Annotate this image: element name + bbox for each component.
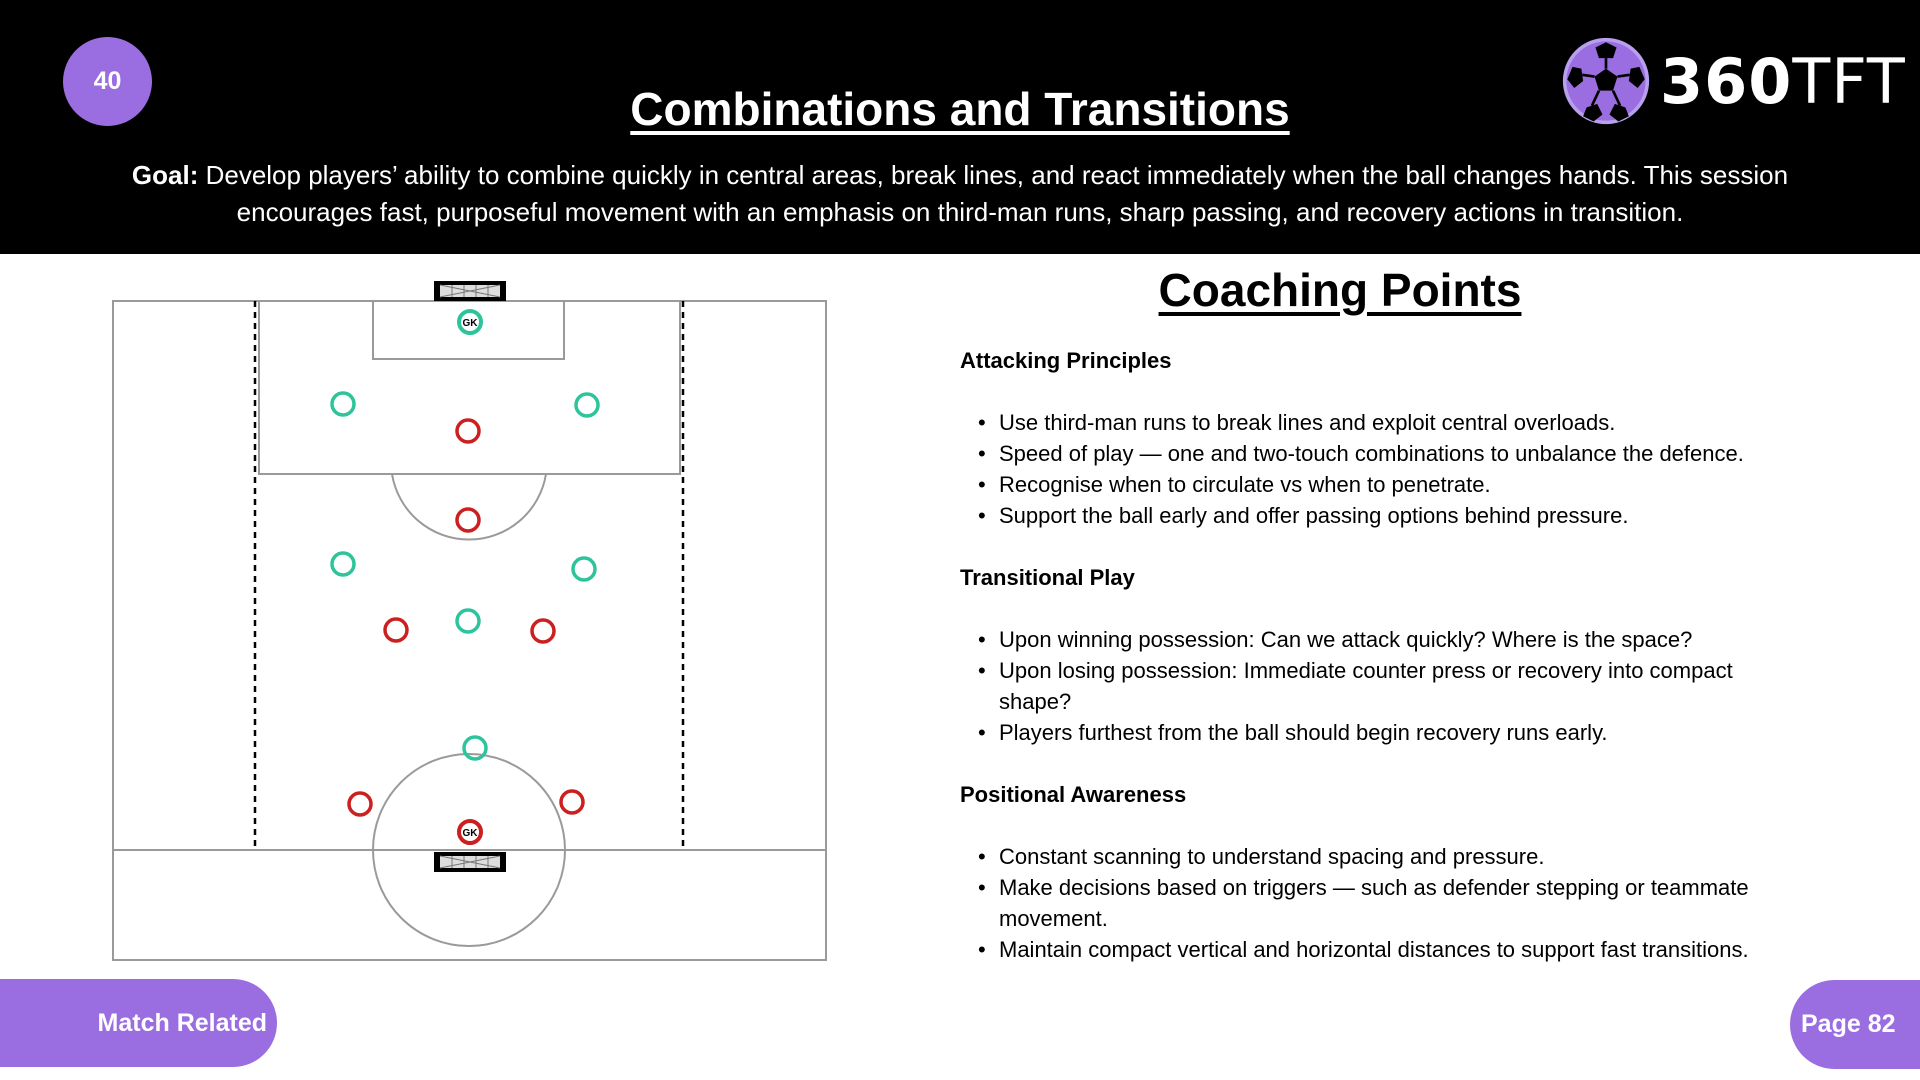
gk-label: GK: [462, 828, 478, 839]
red-player: [457, 509, 479, 531]
list-item: • Use third-man runs to break lines and exploit central overloads.: [999, 407, 1760, 438]
brand-logo: [1562, 37, 1906, 125]
list-item: • Maintain compact vertical and horizontal distances to support fast transitions.: [999, 934, 1760, 965]
gk-label: GK: [462, 318, 478, 329]
bottom-goal: [434, 852, 506, 872]
category-tab[interactable]: Match Related: [0, 979, 277, 1067]
page-number: Page 82: [1790, 980, 1920, 1069]
goal-description: [100, 157, 1820, 231]
red-player: [561, 791, 583, 813]
red-player: [385, 619, 407, 641]
coaching-points: [960, 345, 1760, 996]
goal-text: Develop players’ ability to combine quickly in central areas, break lines, and react immediately when the ball changes hands. This session encourages fast, purposeful movement with an emphasis on third-man runs, sharp passing, and recovery actions in transition.: [198, 160, 1789, 227]
coaching-section: [960, 562, 1760, 748]
page-title: Combinations and Transitions: [630, 83, 1290, 135]
red-player: [457, 420, 479, 442]
section-heading: Transitional Play: [960, 565, 1135, 590]
list-item: • Upon losing possession: Immediate counter press or recovery into compact shape?: [999, 655, 1760, 717]
green-player: [332, 393, 354, 415]
goal-label: Goal:: [131, 160, 199, 190]
list-item: • Upon winning possession: Can we attack quickly? Where is the space?: [999, 624, 1760, 655]
list-item: • Speed of play — one and two-touch combinations to unbalance the defence.: [999, 438, 1760, 469]
list-item: • Players furthest from the ball should begin recovery runs early.: [999, 717, 1760, 748]
coaching-section: [960, 779, 1760, 965]
list-item: • Constant scanning to understand spacing and pressure.: [999, 841, 1760, 872]
list-item: • Recognise when to circulate vs when to penetrate.: [999, 469, 1760, 500]
header-bar: [0, 0, 1920, 254]
list-item: • Make decisions based on triggers — such as defender stepping or teammate movement.: [999, 872, 1760, 934]
red-goalkeeper: [459, 821, 481, 843]
point-list: [960, 624, 1760, 748]
red-player: [532, 620, 554, 642]
logo-wordmark: 360TFT: [1660, 44, 1906, 118]
section-heading: Attacking Principles: [960, 348, 1172, 373]
section-heading: Positional Awareness: [960, 782, 1187, 807]
list-item: • Support the ball early and offer passing options behind pressure.: [999, 500, 1760, 531]
coaching-section: [960, 345, 1760, 531]
green-goalkeeper: [459, 311, 481, 333]
top-goal: [434, 281, 506, 301]
green-player: [457, 610, 479, 632]
red-player: [349, 793, 371, 815]
green-player: [576, 394, 598, 416]
football-icon: [1562, 37, 1650, 125]
green-player: [464, 737, 486, 759]
green-player: [332, 553, 354, 575]
green-player: [573, 558, 595, 580]
session-number-badge: 40: [63, 37, 152, 126]
point-list: [960, 841, 1760, 965]
coaching-points-title: Coaching Points: [1158, 264, 1522, 316]
point-list: [960, 407, 1760, 531]
pitch-diagram: [112, 278, 828, 962]
